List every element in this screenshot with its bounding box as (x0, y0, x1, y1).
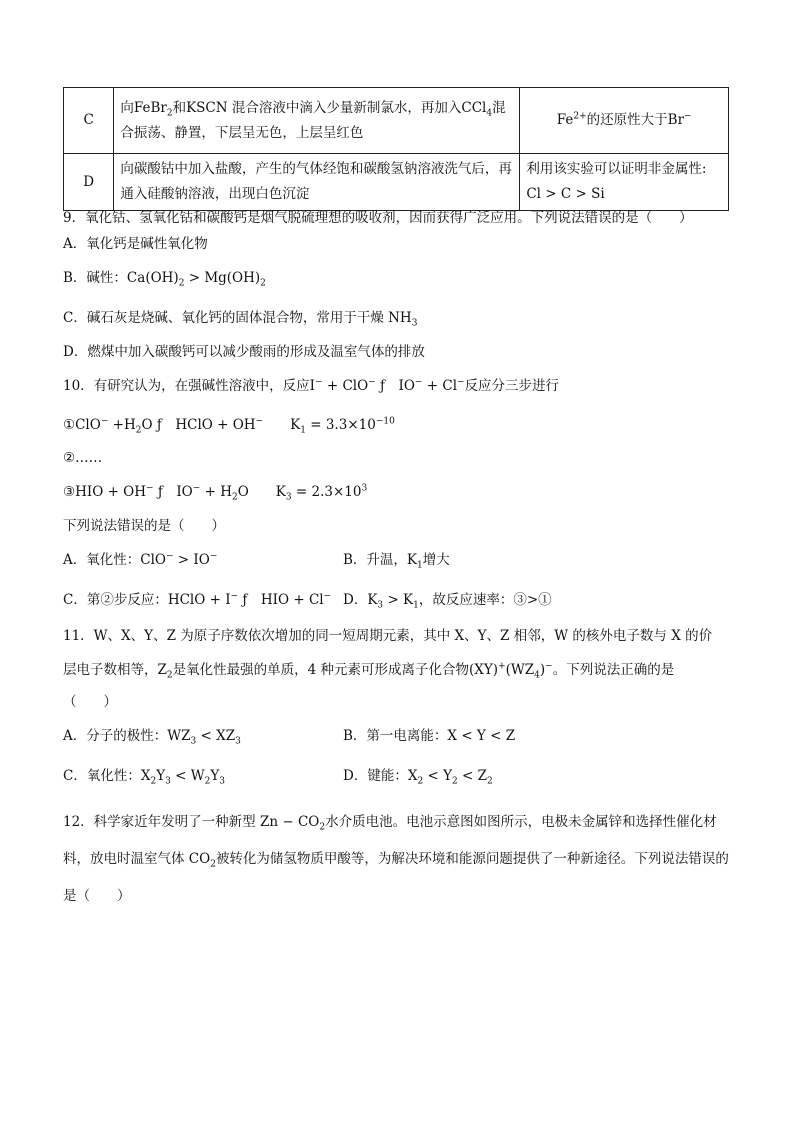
q12-stem: 12．科学家近年发明了一种新型 $Zn - CO_2$水介质电池。电池示意图如图所示，电极未金属锌和选择性催化材料，放电时温室气体 $CO_2$被转化为储氢物质甲酸等，为解决环境和能源问题提供了一种新途径。下列说法错误的是（ ） (63, 814, 729, 904)
experiment-table (63, 87, 729, 211)
q11-stem-line-1: 11．W、X、Y、Z 为原子序数依次增加的同一短周期元素，其中 X、Y、Z 相邻，W 的核外电子数与 X 的价 (63, 628, 713, 644)
q9-option-a: A．氧化钙是碱性氧化物 (63, 236, 208, 252)
q10-step-1: ①ClO− $+H_2O$ ƒ HClO + OH− $K_1 = 3.3\times 10^{-10}$ (63, 416, 395, 436)
q10-option-a: A．氧化性：ClO− > IO− (63, 551, 218, 568)
q9-option-b: B．碱性：$Ca(OH)_2 > Mg(OH)_2$ (63, 270, 266, 289)
table-row (64, 88, 729, 154)
q10-stem: 10．有研究认为，在强碱性溶液中，反应I− + ClO− ƒ IO− + Cl−反应分三步进行 (63, 377, 560, 394)
table-row (64, 154, 729, 211)
q9-option-d: D．燃煤中加入碳酸钙可以减少酸雨的形成及温室气体的排放 (63, 344, 425, 360)
q11-option-a: A．分子的极性：$WZ_3 < XZ_3$ (63, 728, 241, 747)
q10-option-b: B．升温，$K_1$增大 (343, 552, 450, 571)
q11-option-c: C．氧化性：$X_2Y_3 < W_2Y_3$ (63, 768, 226, 787)
q10-step-2: ②…… (63, 450, 103, 466)
q11-option-d: D．键能：$X_2 < Y_2 < Z_2$ (343, 768, 493, 787)
experiment-description: 向碳酸钴中加入盐酸，产生的气体经饱和碳酸氢钠溶液洗气后，再通入硅酸钠溶液，出现白色沉淀 (114, 154, 520, 211)
experiment-description: 向FeBr$_2$和KSCN 混合溶液中滴入少量新制氯水，再加入CCl$_4$混合振荡、静置，下层呈无色，上层呈红色 (114, 88, 520, 154)
q10-step-3: ③HIO + OH− ƒ $IO^- + H_2O$ $K_3 = 2.3\times 10^3$ (63, 483, 368, 503)
q10-ask: 下列说法错误的是（ ） (63, 518, 225, 534)
q11-stem-line-2: 层电子数相等，$Z_2$是氧化性最强的单质，4 种元素可形成离子化合物$(XY)^+(WZ_4)^-$。下列说法正确的是 (63, 661, 675, 681)
q9-option-c: C．碱石灰是烧碱、氧化钙的固体混合物，常用于干燥 $NH_3$ (63, 310, 418, 329)
experiment-conclusion: 利用该实验可以证明非金属性: Cl > C > Si (520, 154, 729, 211)
row-label: D (64, 154, 114, 211)
q11-stem-line-3: （ ） (63, 694, 117, 710)
experiment-conclusion: $Fe^{2+}$的还原性大于Br− (520, 88, 729, 154)
row-label: C (64, 88, 114, 154)
q10-option-c: C．第②步反应：HClO + I− ƒ HIO + Cl− (63, 591, 332, 608)
q11-option-b: B．第一电离能：X < Y < Z (343, 728, 516, 744)
q10-option-d: D．$K_3 > K_1$，故反应速率：③>① (343, 592, 552, 611)
q9-stem: 9．氧化钴、氢氧化钴和碳酸钙是烟气脱硫理想的吸收剂，因而获得广泛应用。下列说法错误的是（ ） (63, 210, 693, 226)
